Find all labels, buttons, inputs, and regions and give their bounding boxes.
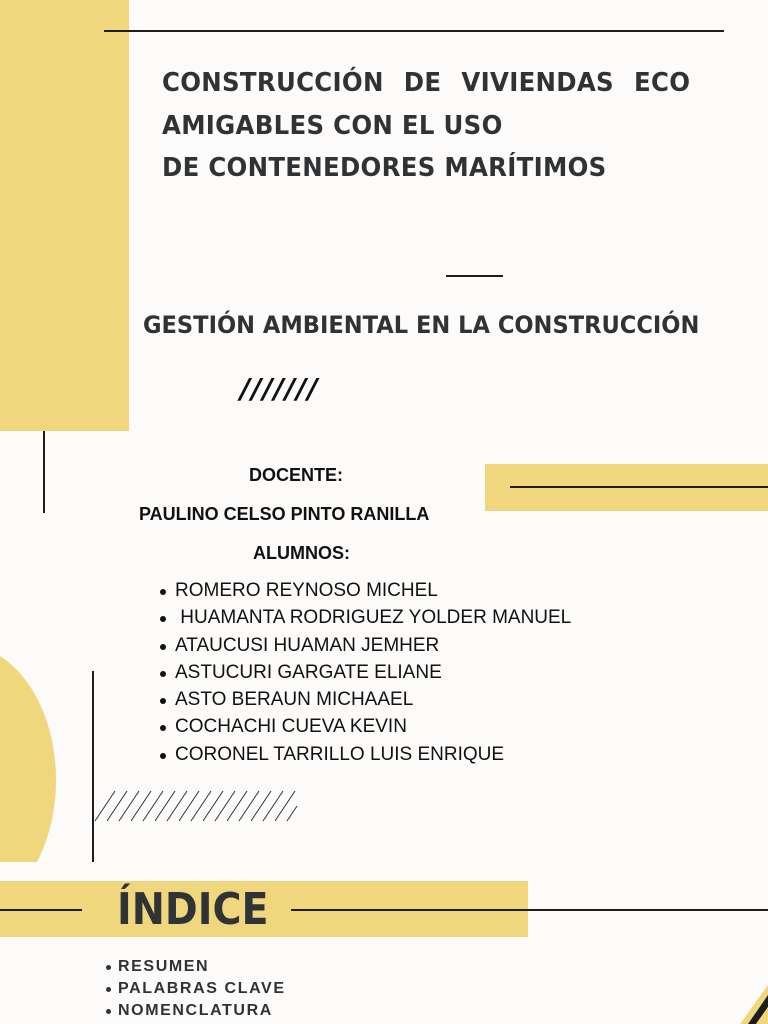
list-item: ROMERO REYNOSO MICHEL	[158, 579, 571, 606]
index-item: RESUMEN	[104, 957, 286, 979]
hatch-pattern	[93, 790, 298, 822]
index-item: NOMENCLATURA	[104, 1001, 286, 1023]
document-title	[162, 62, 690, 190]
title-line-2: AMIGABLES CON EL USO	[162, 110, 503, 141]
student-list	[158, 579, 571, 770]
index-item: PALABRAS CLAVE	[104, 979, 286, 1001]
list-item: ASTUCURI GARGATE ELIANE	[158, 661, 571, 688]
index-rule-right	[291, 909, 768, 911]
index-rule-left	[0, 909, 82, 911]
docente-label: DOCENTE:	[249, 465, 343, 485]
yellow-accent-block	[0, 0, 129, 431]
course-subtitle: GESTIÓN AMBIENTAL EN LA CONSTRUCCIÓN	[143, 311, 700, 339]
short-rule	[446, 275, 503, 277]
corner-stripes	[740, 985, 768, 1024]
top-rule	[104, 30, 724, 32]
list-item: HUAMANTA RODRIGUEZ YOLDER MANUEL	[158, 606, 571, 633]
docente-name: PAULINO CELSO PINTO RANILLA	[139, 504, 430, 524]
index-heading: ÍNDICE	[117, 884, 269, 935]
band-rule	[510, 486, 768, 488]
title-line-1: CONSTRUCCIÓN DE VIVIENDAS ECO	[162, 68, 691, 98]
vertical-rule-upper	[43, 431, 45, 513]
index-list	[104, 957, 286, 1023]
list-item: ATAUCUSI HUAMAN JEMHER	[158, 634, 571, 661]
list-item: CORONEL TARRILLO LUIS ENRIQUE	[158, 743, 571, 770]
yellow-half-circle	[0, 640, 120, 862]
list-item: ASTO BERAUN MICHAAEL	[158, 688, 571, 715]
vertical-rule-lower	[92, 671, 94, 862]
list-item: COCHACHI CUEVA KEVIN	[158, 715, 571, 742]
slash-decoration: ///////	[240, 372, 319, 405]
alumnos-label: ALUMNOS:	[253, 543, 350, 563]
title-line-3: DE CONTENEDORES MARÍTIMOS	[162, 153, 607, 183]
